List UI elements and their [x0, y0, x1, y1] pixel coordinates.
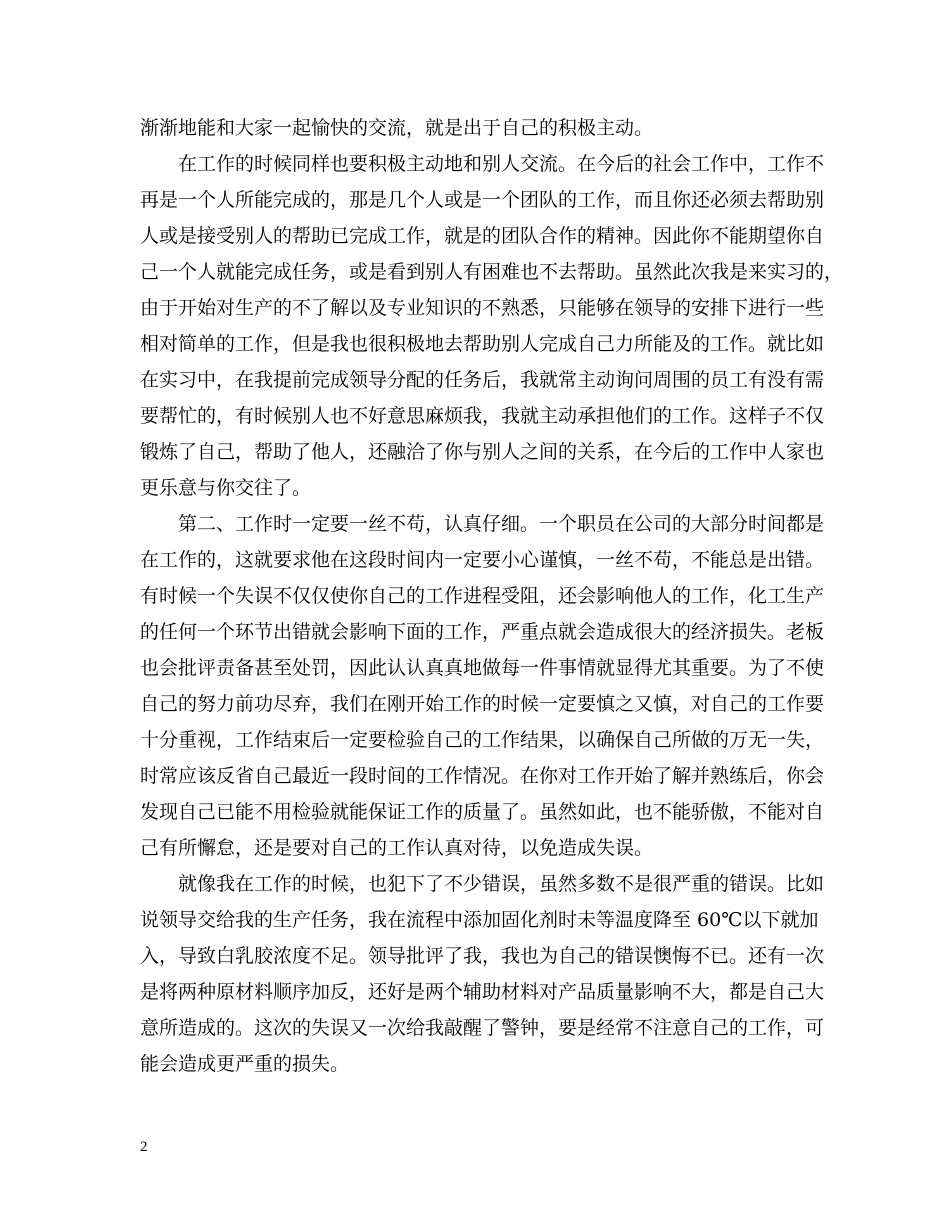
text-line: 人或是接受别人的帮助已完成工作，就是的团队合作的精神。因此你不能期望你自	[140, 225, 825, 247]
text-line: 入，导致白乳胶浓度不足。领导批评了我，我也为自己的错误懊悔不已。还有一次	[140, 945, 825, 967]
page-number: 2	[140, 1139, 148, 1155]
text-line: 在工作的，这就要求他在这段时间内一定要小心谨慎，一丝不苟，不能总是出错。	[140, 549, 825, 571]
text-line: 是将两种原材料顺序加反，还好是两个辅助材料对产品质量影响不大，都是自己大	[140, 981, 825, 1003]
text-line: 在实习中，在我提前完成领导分配的任务后，我就常主动询问周围的员工有没有需	[140, 369, 825, 391]
text-line: 相对简单的工作，但是我也很积极地去帮助别人完成自己力所能及的工作。就比如	[140, 333, 825, 355]
text-line: 发现自己已能不用检验就能保证工作的质量了。虽然如此，也不能骄傲，不能对自	[140, 801, 825, 823]
text-line: 己一个人就能完成任务，或是看到别人有困难也不去帮助。虽然此次我是来实习的，	[140, 261, 844, 283]
text-line: 锻炼了自己，帮助了他人，还融洽了你与别人之间的关系，在今后的工作中人家也	[140, 441, 825, 463]
text-line: 能会造成更严重的损失。	[140, 1053, 350, 1075]
text-line: 说领导交给我的生产任务，我在流程中添加固化剂时未等温度降至 60℃以下就加	[140, 909, 819, 931]
text-line: 渐渐地能和大家一起愉快的交流，就是出于自己的积极主动。	[140, 117, 654, 139]
text-line: 时常应该反省自己最近一段时间的工作情况。在你对工作开始了解并熟练后，你会	[140, 765, 825, 787]
text-line: 再是一个人所能完成的，那是几个人或是一个团队的工作，而且你还必须去帮助别	[140, 189, 825, 211]
text-line: 己有所懈怠，还是要对自己的工作认真对待，以免造成失误。	[140, 837, 654, 859]
text-line: 就像我在工作的时候，也犯下了不少错误，虽然多数不是很严重的错误。比如	[178, 873, 825, 895]
text-line: 意所造成的。这次的失误又一次给我敲醒了警钟，要是经常不注意自己的工作，可	[140, 1017, 825, 1039]
text-line: 有时候一个失误不仅仅使你自己的工作进程受阻，还会影响他人的工作，化工生产	[140, 585, 825, 607]
text-line: 也会批评责备甚至处罚，因此认认真真地做每一件事情就显得尤其重要。为了不使	[140, 657, 825, 679]
text-line: 在工作的时候同样也要积极主动地和别人交流。在今后的社会工作中，工作不	[178, 153, 825, 175]
text-line: 要帮忙的，有时候别人也不好意思麻烦我，我就主动承担他们的工作。这样子不仅	[140, 405, 825, 427]
text-line: 自己的努力前功尽弃，我们在刚开始工作的时候一定要慎之又慎，对自己的工作要	[140, 693, 825, 715]
text-line: 十分重视，工作结束后一定要检验自己的工作结果，以确保自己所做的万无一失，	[140, 729, 825, 751]
text-line: 的任何一个环节出错就会影响下面的工作，严重点就会造成很大的经济损失。老板	[140, 621, 825, 643]
text-line: 由于开始对生产的不了解以及专业知识的不熟悉，只能够在领导的安排下进行一些	[140, 297, 825, 319]
text-line: 更乐意与你交往了。	[140, 477, 312, 499]
text-line: 第二、工作时一定要一丝不苟，认真仔细。一个职员在公司的大部分时间都是	[178, 513, 825, 535]
